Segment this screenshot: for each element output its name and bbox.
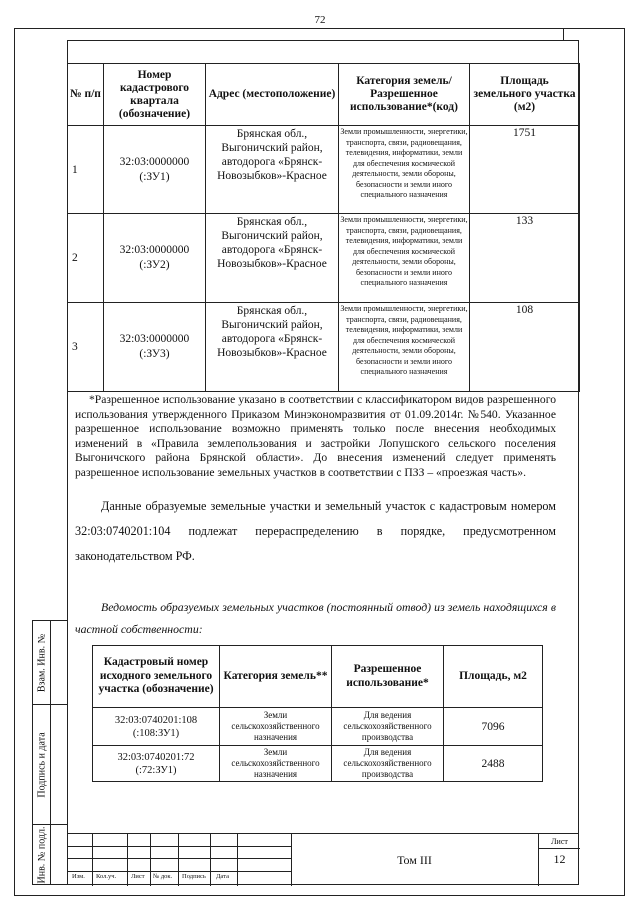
cadastral-line1: 32:03:0000000 <box>119 333 190 345</box>
category: Земли промышленности, энергетики, транспорта, связи, радиовещания, телевидения, информатики, земли для обеспечения космической деятельности, земли обороны, безопасности и земли иного специального назначения <box>339 214 470 303</box>
area: 108 <box>470 303 580 392</box>
header-category: Категория земель/ Разрешенное использование*(код) <box>339 64 470 126</box>
header-num: № п/п <box>68 64 104 126</box>
cadastral-line2: (:ЗУ3) <box>139 348 170 360</box>
row-number: 2 <box>68 214 104 303</box>
sheet-label: Лист <box>539 836 580 849</box>
cadastral-number <box>93 708 220 746</box>
area: 2488 <box>444 746 543 782</box>
label-doc-number: № док. <box>153 873 173 880</box>
cadastral-line1: 32:03:0000000 <box>119 155 190 168</box>
table-row <box>68 126 580 214</box>
label-change: Изм. <box>72 873 85 880</box>
cadastral-line2: (:ЗУ2) <box>139 259 170 271</box>
label-count: Кол.уч. <box>96 873 117 880</box>
table-row <box>68 303 580 392</box>
cadastral-line2: (:72:ЗУ1) <box>135 764 177 776</box>
table-row <box>93 708 543 746</box>
header-usage: Разрешенное использование* <box>332 646 444 708</box>
footnote: *Разрешенное использование указано в соответствии с классификатором видов разрешенного использования утвержденного Приказом Минэкономразвития от 01.09.2014г. №540. Указанное разрешенное использование возможно применять только после внесения необходимых изменений в «Правила землепользования и застройки Лопушского сельского поселения Выгоничского района Брянской области». До внесения изменений следует применять разрешенное использование земельных участков в соответствии с ПЗЗ – «проезжая часть». <box>75 393 556 479</box>
sheet-number: 12 <box>553 852 566 866</box>
label-date: Дата <box>216 873 229 880</box>
frame-tick <box>563 28 578 40</box>
address: Брянская обл., Выгоничский район, автодорога «Брянск-Новозыбков»-Красное <box>206 126 339 214</box>
header-cadastral: Номер кадастрового квартала (обозначение) <box>104 64 206 126</box>
volume-title: Том III <box>397 852 432 867</box>
header-area: Площадь, м2 <box>444 646 543 708</box>
category: Земли сельскохозяйственного назначения <box>220 708 332 746</box>
title-block-labels <box>67 873 291 883</box>
page-number: 72 <box>314 14 326 26</box>
row-number: 1 <box>68 126 104 214</box>
stamp-label: Подпись и дата <box>36 731 47 798</box>
table-row <box>93 746 543 782</box>
cadastral-number <box>104 126 206 214</box>
area: 1751 <box>470 126 580 214</box>
header-category: Категория земель** <box>220 646 332 708</box>
usage: Для ведения сельскохозяйственного производства <box>332 708 444 746</box>
address: Брянская обл., Выгоничский район, автодорога «Брянск-Новозыбков»-Красное <box>206 303 339 392</box>
stamp-replacement-inv <box>32 620 68 705</box>
category: Земли промышленности, энергетики, транспорта, связи, радиовещания, телевидения, информатики, земли для обеспечения космической деятельности, земли обороны, безопасности и земли иного специального назначения <box>339 126 470 214</box>
table-header-row <box>93 646 543 708</box>
stamp-label: Взам. Инв. № <box>36 633 47 692</box>
cadastral-line1: 32:03:0740201:72 <box>117 751 195 763</box>
cadastral-line1: 32:03:0000000 <box>119 244 190 256</box>
cadastral-number <box>104 303 206 392</box>
cadastral-line1: 32:03:0740201:108 <box>114 714 198 726</box>
usage: Для ведения сельскохозяйственного производства <box>332 746 444 782</box>
area: 7096 <box>444 708 543 746</box>
stamp-original-inv <box>32 825 68 885</box>
cadastral-number <box>93 746 220 782</box>
cadastral-line2: (:ЗУ1) <box>139 170 170 183</box>
title-block <box>67 833 579 885</box>
sheet-box <box>538 834 580 886</box>
row-number: 3 <box>68 303 104 392</box>
category: Земли промышленности, энергетики, транспорта, связи, радиовещания, телевидения, информатики, земли для обеспечения космической деятельности, земли обороны, безопасности и земли иного специального назначения <box>339 303 470 392</box>
second-table-title: Ведомость образуемых земельных участков (постоянный отвод) из земель находящихся в частной собственности: <box>75 600 556 636</box>
land-plots-table <box>67 63 580 392</box>
label-signature: Подпись <box>182 873 206 880</box>
area: 133 <box>470 214 580 303</box>
header-cadastral: Кадастровый номер исходного земельного участка (обозначение) <box>93 646 220 708</box>
cadastral-number <box>104 214 206 303</box>
label-sheet: Лист <box>131 873 145 880</box>
address: Брянская обл., Выгоничский район, автодорога «Брянск-Новозыбков»-Красное <box>206 214 339 303</box>
table-header-row <box>68 64 580 126</box>
category: Земли сельскохозяйственного назначения <box>220 746 332 782</box>
private-land-table <box>92 645 543 782</box>
table-row <box>68 214 580 303</box>
stamp-label: Инв. № подл. <box>36 826 47 883</box>
header-area: Площадь земельного участка (м2) <box>470 64 580 126</box>
cadastral-line2: (:108:ЗУ1) <box>132 727 180 739</box>
stamp-signature-date <box>32 705 68 825</box>
header-address: Адрес (местоположение) <box>206 64 339 126</box>
main-paragraph: Данные образуемые земельные участки и земельный участок с кадастровым номером 32:03:0740201:104 подлежат перераспределению в порядке, предусмотренном законодательством РФ. <box>75 499 556 563</box>
